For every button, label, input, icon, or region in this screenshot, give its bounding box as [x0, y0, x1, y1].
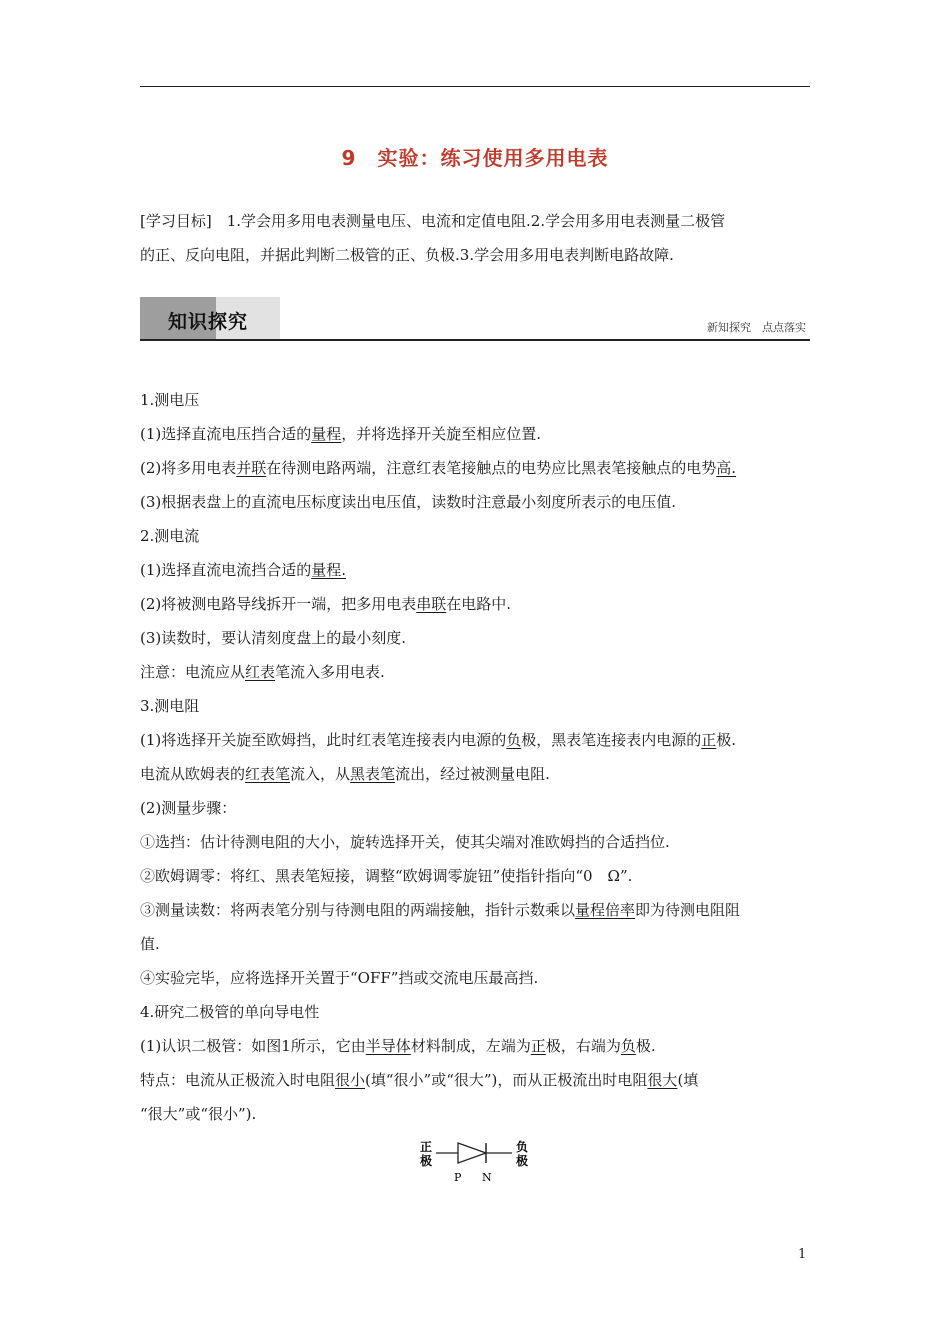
text-run: ，并将选择开关旋至相应位置. — [341, 425, 542, 443]
content-line — [140, 791, 812, 825]
content-line — [140, 417, 812, 451]
diode-n-label: N — [482, 1171, 492, 1184]
answer-blank: 高. — [716, 459, 737, 477]
content-line — [140, 689, 812, 723]
goals-line-1: [学习目标] 1.学会用多用电表测量电压、电流和定值电阻.2.学会用多用电表测量二极管 — [140, 212, 726, 230]
content-line — [140, 893, 812, 927]
content-line — [140, 519, 812, 553]
diode-p-label: P — [454, 1171, 462, 1184]
answer-blank: 串联 — [416, 595, 447, 613]
text-run: 极，黑表笔连接表内电源的 — [521, 731, 702, 749]
diode-right-label-2: 极 — [516, 1154, 529, 1168]
text-run: (填 — [677, 1071, 699, 1089]
diode-diagram — [416, 1133, 536, 1189]
text-run: “很大”或“很小”). — [140, 1105, 257, 1123]
goals-line-2: 的正、反向电阻，并据此判断二极管的正、负极.3.学会用多用电表判断电路故障. — [140, 246, 674, 264]
content-line — [140, 655, 812, 689]
text-run: (3)读数时，要认清刻度盘上的最小刻度. — [140, 629, 407, 647]
content-line — [140, 587, 812, 621]
text-run: ④实验完毕，应将选择开关置于“OFF”挡或交流电压最高挡. — [140, 969, 539, 987]
content-line — [140, 553, 812, 587]
answer-blank: 很小 — [335, 1071, 366, 1089]
answer-blank: 黑表笔 — [350, 765, 396, 783]
content-line — [140, 961, 812, 995]
text-run: (2)将被测电路导线拆开一端，把多用电表 — [140, 595, 417, 613]
text-run: 注意：电流应从 — [140, 663, 246, 681]
text-run: 笔流入多用电表. — [275, 663, 385, 681]
text-run: 在电路中. — [446, 595, 512, 613]
section-subtitle: 新知探究 点点落实 — [707, 321, 806, 334]
section-rule — [140, 339, 810, 341]
diode-triangle — [458, 1143, 486, 1163]
text-run: (1)选择直流电压挡合适的 — [140, 425, 312, 443]
text-run: 4.研究二极管的单向导电性 — [140, 1003, 320, 1021]
content-line — [140, 1029, 812, 1063]
answer-blank: 量程. — [311, 561, 347, 579]
text-run: (1)认识二极管：如图1所示，它由 — [140, 1037, 366, 1055]
content-line — [140, 927, 812, 961]
text-run: ②欧姆调零：将红、黑表笔短接，调整“欧姆调零旋钮”使指针指向“0 Ω”. — [140, 867, 633, 885]
text-run: (2)测量步骤： — [140, 799, 237, 817]
answer-blank: 半导体 — [365, 1037, 411, 1055]
text-run: 电流从欧姆表的 — [140, 765, 246, 783]
answer-blank: 负 — [620, 1037, 636, 1055]
text-run: (2)将多用电表 — [140, 459, 237, 477]
content-line — [140, 757, 812, 791]
section-title: 知识探究 — [168, 311, 249, 333]
text-run: (1)选择直流电流挡合适的 — [140, 561, 312, 579]
diode-right-label: 负 — [516, 1140, 529, 1154]
text-run: 流出，经过被测量电阻. — [395, 765, 550, 783]
answer-blank: 正 — [530, 1037, 546, 1055]
content-body — [140, 383, 812, 1131]
content-line — [140, 485, 812, 519]
text-run: (3)根据表盘上的直流电压标度读出电压值，读数时注意最小刻度所表示的电压值. — [140, 493, 677, 511]
content-line — [140, 1063, 812, 1097]
text-run: 在待测电路两端，注意红表笔接触点的电势应比黑表笔接触点的电势 — [266, 459, 717, 477]
answer-blank: 量程倍率 — [575, 901, 636, 919]
diode-left-label: 正 — [420, 1140, 433, 1154]
text-run: 值. — [140, 935, 160, 953]
text-run: 3.测电阻 — [140, 697, 200, 715]
answer-blank: 正 — [701, 731, 717, 749]
answer-blank: 量程 — [311, 425, 342, 443]
answer-blank: 红表笔 — [245, 765, 291, 783]
section-header — [140, 297, 810, 341]
answer-blank: 很大 — [647, 1071, 678, 1089]
learning-goals — [140, 204, 810, 272]
answer-blank: 并联 — [236, 459, 267, 477]
diode-left-label-2: 极 — [420, 1154, 433, 1168]
text-run: 极. — [716, 731, 737, 749]
content-line — [140, 621, 812, 655]
page-number: 1 — [798, 1247, 807, 1262]
text-run: 2.测电流 — [140, 527, 200, 545]
text-run: 流入，从 — [290, 765, 351, 783]
answer-blank: 负 — [506, 731, 522, 749]
text-run: 特点：电流从正极流入时电阻 — [140, 1071, 336, 1089]
content-line — [140, 995, 812, 1029]
text-run: 1.测电压 — [140, 391, 200, 409]
text-run: 极. — [635, 1037, 656, 1055]
text-run: ①选挡：估计待测电阻的大小，旋转选择开关，使其尖端对准欧姆挡的合适挡位. — [140, 833, 670, 851]
content-line — [140, 451, 812, 485]
text-run: (1)将选择开关旋至欧姆挡，此时红表笔连接表内电源的 — [140, 731, 507, 749]
header-rule — [140, 86, 810, 87]
text-run: 即为待测电阻阻 — [635, 901, 741, 919]
content-line — [140, 383, 812, 417]
answer-blank: 红表 — [245, 663, 276, 681]
content-line — [140, 825, 812, 859]
text-run: 材料制成，左端为 — [410, 1037, 531, 1055]
content-line — [140, 723, 812, 757]
content-line — [140, 859, 812, 893]
text-run: 极，右端为 — [545, 1037, 621, 1055]
content-line — [140, 1097, 812, 1131]
text-run: (填“很小”或“很大”)，而从正极流出时电阻 — [365, 1071, 648, 1089]
page-title: 9 实验：练习使用多用电表 — [341, 146, 609, 170]
text-run: ③测量读数：将两表笔分别与待测电阻的两端接触，指针示数乘以 — [140, 901, 576, 919]
